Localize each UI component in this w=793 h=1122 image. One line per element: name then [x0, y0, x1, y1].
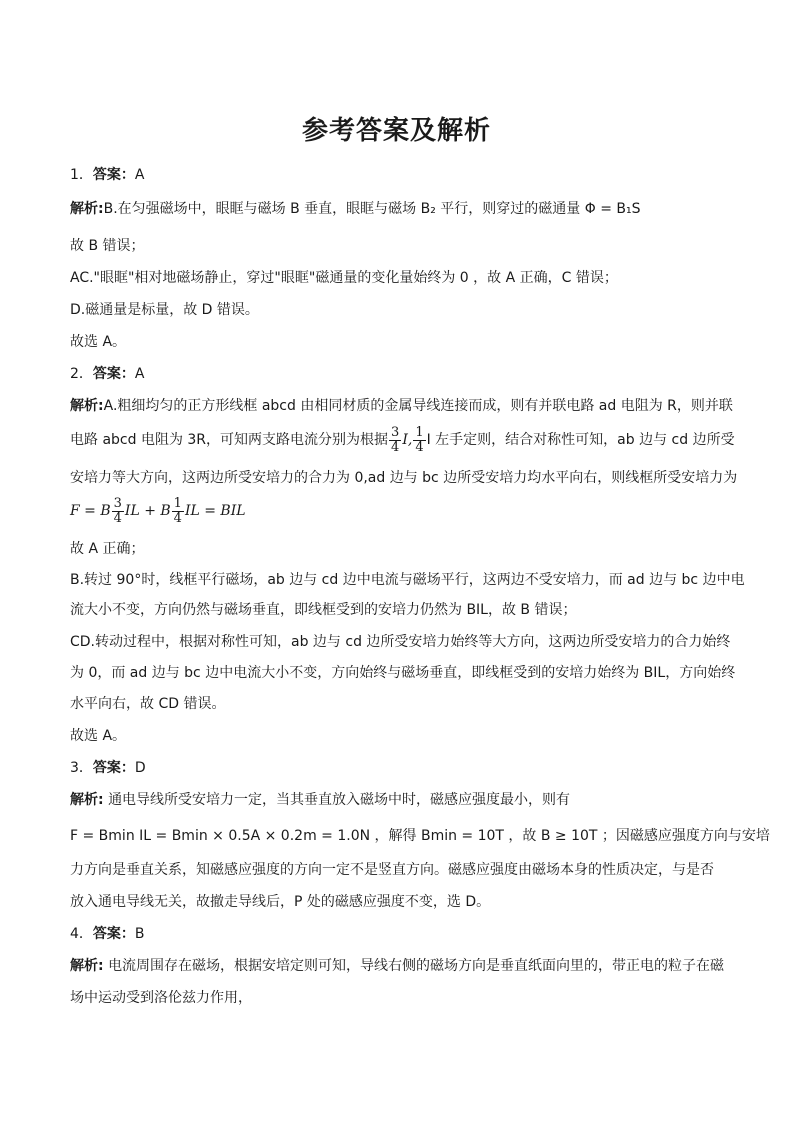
- q2-formula-fraction-2: [172, 497, 184, 526]
- q2-text-2c: I 左手定则，结合对称性可知，ab 边与 cd 边所受: [426, 432, 735, 448]
- page-title: 参考答案及解析: [301, 116, 491, 146]
- fraction-denominator: 4: [391, 439, 400, 455]
- q2-text-2b: I,: [402, 432, 413, 448]
- q2-text-8: CD.转动过程中，根据对称性可知，ab 边与 cd 边所受安培力始终等大方向，这两边所受安培力的合力始终: [70, 634, 731, 650]
- q2-formula-fraction-1: [112, 497, 124, 526]
- q2-text-5: 故 A 正确；: [70, 541, 145, 557]
- fraction-numerator: 3: [113, 495, 122, 511]
- q2-formula-line: [70, 493, 730, 529]
- q2-formula-part-1: F = B: [70, 503, 111, 519]
- q3-text-2: F = Bmin IL = Bmin × 0.5A × 0.2m = 1.0N ，解得 Bmin = 10T ，故 B ≥ 10T ；因磁感应强度方向与安培: [70, 828, 770, 844]
- q3-number: 3．: [70, 760, 93, 776]
- q2-formula-part-3: IL = BIL: [184, 503, 246, 519]
- q1-text-5: 故选 A。: [70, 334, 127, 350]
- q3-analysis-label: 解析:: [70, 792, 104, 808]
- q2-analysis-label: 解析:: [70, 398, 104, 414]
- q1-text-1: B.在匀强磁场中，眼眶与磁场 B 垂直，眼眶与磁场 B₂ 平行，则穿过的磁通量 Φ = B₁S: [103, 201, 641, 217]
- q2-number: 2．: [70, 366, 93, 382]
- q2-text-7: 流大小不变，方向仍然与磁场垂直，即线框受到的安培力仍然为 BIL，故 B 错误；: [70, 602, 577, 618]
- q4-text-2: 场中运动受到洛伦兹力作用，: [70, 990, 252, 1006]
- q3-answer: D: [134, 760, 146, 776]
- q2-analysis-line-1: [70, 396, 733, 416]
- q3-analysis-line-1: [70, 790, 730, 810]
- fraction-denominator: 4: [113, 510, 122, 526]
- fraction-numerator: 1: [415, 424, 424, 440]
- q2-text-10: 水平向右，故 CD 错误。: [70, 696, 226, 712]
- q1-number: 1．: [70, 167, 93, 183]
- q3-text-3: 力方向是垂直关系，知磁感应强度的方向一定不是竖直方向。磁感应强度由磁场本身的性质决定，与是否: [70, 862, 714, 878]
- fraction-numerator: 3: [391, 424, 400, 440]
- q1-analysis-label: 解析:: [70, 201, 104, 217]
- q2-text-1: A.粗细均匀的正方形线框 abcd 由相同材质的金属导线连接而成，则有并联电路 ad 电阻为 R，则并联: [103, 398, 733, 414]
- q4-text-1: 电流周围存在磁场，根据安培定则可知，导线右侧的磁场方向是垂直纸面向里的，带正电的粒子在磁: [108, 958, 725, 974]
- q3-text-1: 通电导线所受安培力一定，当其垂直放入磁场中时，磁感应强度最小，则有: [108, 792, 571, 808]
- q3-answer-label: 答案：: [92, 760, 135, 776]
- q4-analysis-label: 解析:: [70, 958, 104, 974]
- q1-text-3: AC."眼眶"相对地磁场静止，穿过"眼眶"磁通量的变化量始终为 0 ，故 A 正确，C 错误；: [70, 270, 618, 286]
- q1-answer: A: [134, 167, 145, 183]
- q3-text-4: 放入通电导线无关，故撤走导线后，P 处的磁感应强度不变，选 D。: [70, 894, 491, 910]
- q3-answer-line: [70, 758, 730, 778]
- q4-analysis-line-1: [70, 956, 730, 976]
- q2-text-9: 为 0，而 ad 边与 bc 边中电流大小不变，方向始终与磁场垂直，即线框受到的安培力始终为 BIL，方向始终: [70, 665, 736, 681]
- fraction-denominator: 4: [415, 439, 424, 455]
- q4-answer-label: 答案：: [92, 926, 135, 942]
- q1-text-2: 故 B 错误；: [70, 238, 145, 254]
- q2-answer-label: 答案：: [92, 366, 135, 382]
- q2-answer: A: [134, 366, 145, 382]
- q2-fraction-one-quarter: [413, 426, 425, 455]
- q2-answer-line: [70, 364, 730, 384]
- q2-formula-part-2: IL + B: [124, 503, 171, 519]
- q1-analysis-line-1: [70, 199, 730, 219]
- fraction-denominator: 4: [173, 510, 182, 526]
- q4-number: 4．: [70, 926, 93, 942]
- fraction-numerator: 1: [173, 495, 182, 511]
- q2-fraction-three-quarters: [389, 426, 401, 455]
- q1-text-4: D.磁通量是标量，故 D 错误。: [70, 302, 259, 318]
- q2-text-6: B.转过 90°时，线框平行磁场，ab 边与 cd 边中电流与磁场平行，这两边不受安培力，而 ad 边与 bc 边中电: [70, 572, 745, 588]
- q1-answer-label: 答案：: [92, 167, 135, 183]
- q4-answer: B: [134, 926, 145, 942]
- q2-text-2a: 电路 abcd 电阻为 3R，可知两支路电流分别为根据: [70, 432, 389, 448]
- q2-text-3: 安培力等大方向，这两边所受安培力的合力为 0,ad 边与 bc 边所受安培力均水平向右，则线框所受安培力为: [70, 470, 738, 486]
- q2-text-11: 故选 A。: [70, 728, 127, 744]
- q4-answer-line: [70, 924, 730, 944]
- q2-text-2: [70, 422, 735, 458]
- q1-answer-line: [70, 165, 730, 185]
